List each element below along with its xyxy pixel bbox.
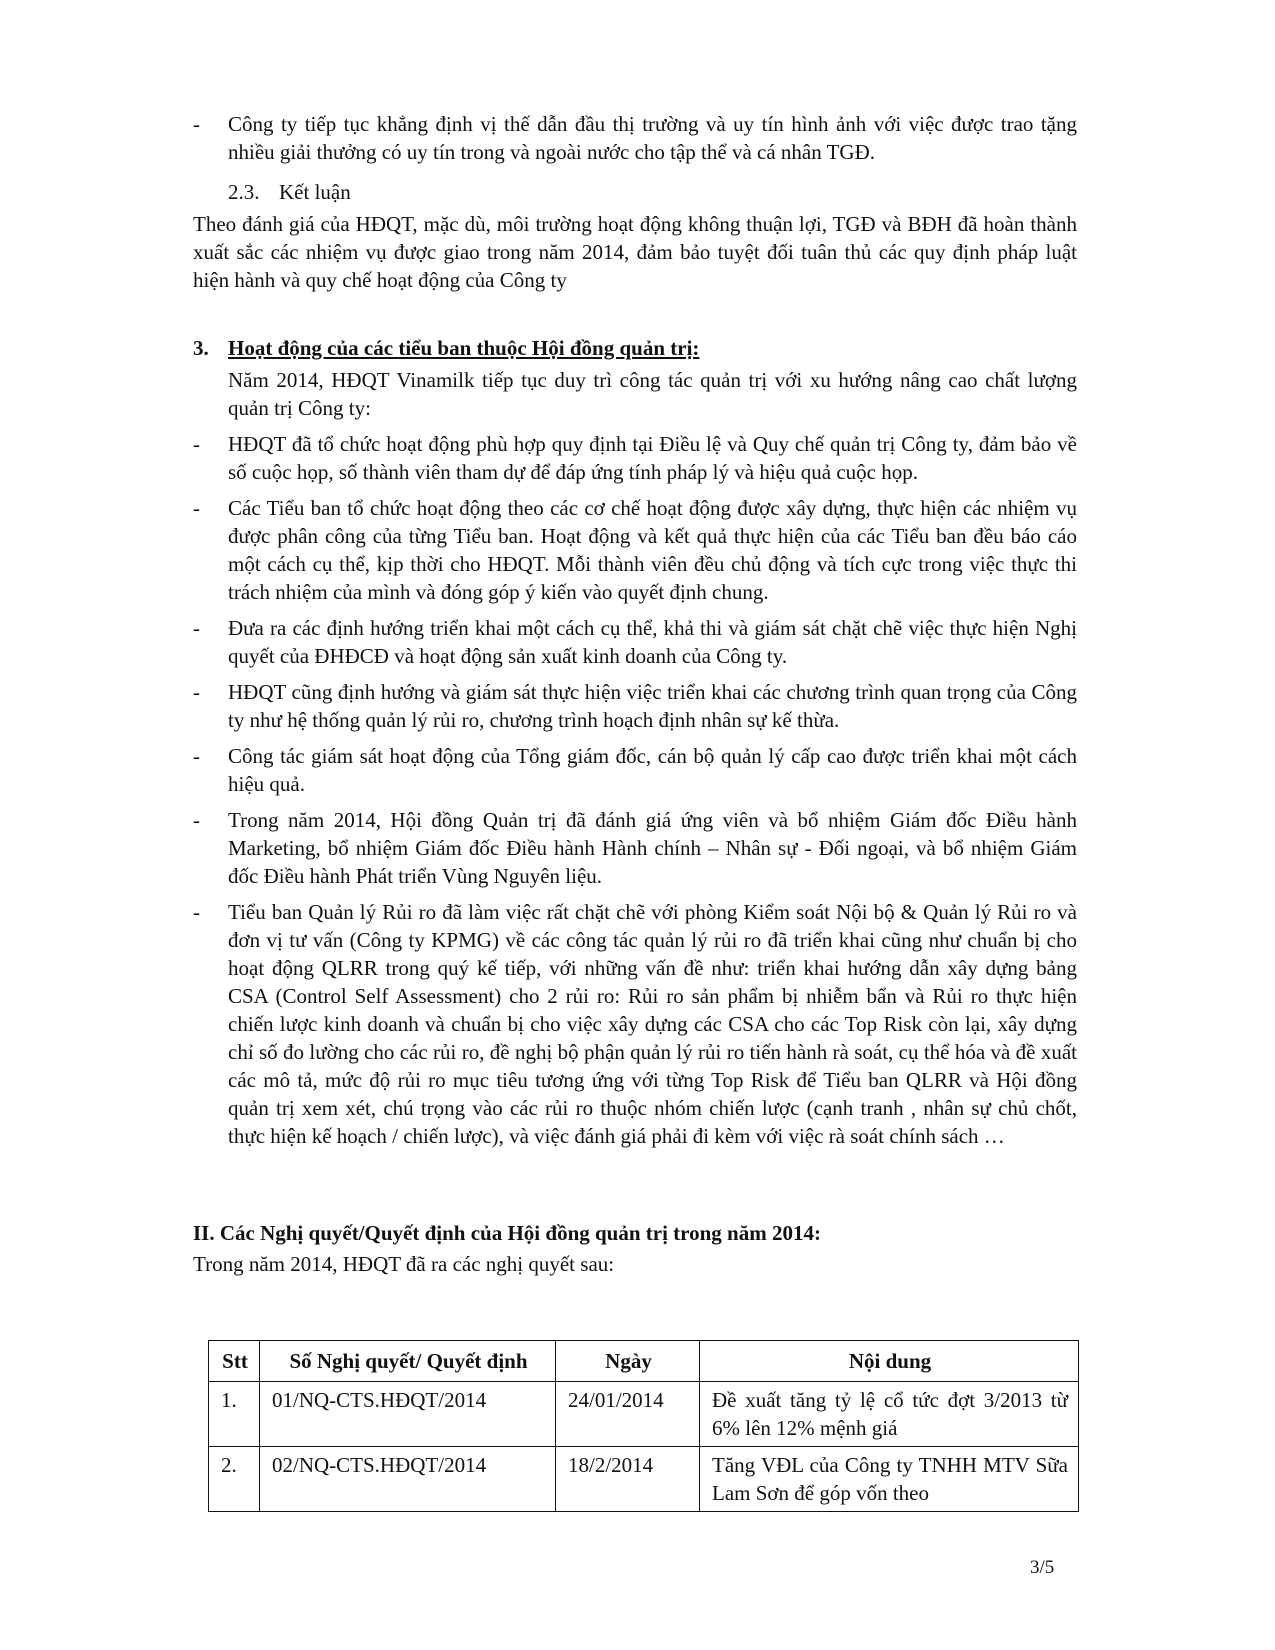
header-number: Số Nghị quyết/ Quyết định: [260, 1341, 556, 1382]
section-ii-intro: Trong năm 2014, HĐQT đã ra các nghị quyết sau:: [193, 1252, 615, 1276]
list-item: [193, 742, 1077, 798]
resolutions-table: [208, 1340, 1079, 1512]
section-ii-heading: II. Các Nghị quyết/Quyết định của Hội đồng quản trị trong năm 2014:: [193, 1221, 821, 1245]
list-item: [193, 678, 1077, 734]
bullet-dash: -: [193, 900, 200, 924]
cell-number: 02/NQ-CTS.HĐQT/2014: [260, 1447, 556, 1512]
table-row: [209, 1382, 1079, 1447]
cell-date: 24/01/2014: [556, 1382, 700, 1447]
section-3-title: Hoạt động của các tiểu ban thuộc Hội đồng quản trị:: [228, 336, 700, 360]
list-item: [193, 898, 1077, 1150]
bullet-text: Đưa ra các định hướng triển khai một cách cụ thể, khả thi và giám sát chặt chẽ việc thực hiện Nghị quyết của ĐHĐCĐ và hoạt động sản xuất kinh doanh của Công ty.: [228, 616, 1077, 668]
page-number: 3/5: [1030, 1557, 1055, 1578]
bullet-dash: -: [193, 616, 200, 640]
bullet-dash: -: [193, 112, 200, 136]
bullet-text: HĐQT cũng định hướng và giám sát thực hiện việc triển khai các chương trình quan trọng của Công ty như hệ thống quản lý rủi ro, chương trình hoạch định nhân sự kế thừa.: [228, 680, 1077, 732]
bullet-dash: -: [193, 496, 200, 520]
list-item: [193, 430, 1077, 486]
list-item: [193, 806, 1077, 890]
bullet-text: Công ty tiếp tục khẳng định vị thế dẫn đầu thị trường và uy tín hình ảnh với việc được trao tặng nhiều giải thưởng có uy tín trong và ngoài nước cho tập thể và cá nhân TGĐ.: [228, 112, 1077, 164]
bullet-dash: -: [193, 744, 200, 768]
bullet-text: Trong năm 2014, Hội đồng Quản trị đã đánh giá ứng viên và bổ nhiệm Giám đốc Điều hành Marketing, bổ nhiệm Giám đốc Điều hành Hành chính – Nhân sự - Đối ngoại, và bổ nhiệm Giám đốc Điều hành Phát triển Vùng Nguyên liệu.: [228, 808, 1077, 888]
subsection-title: Kết luận: [279, 180, 351, 204]
header-stt: Stt: [209, 1341, 260, 1382]
bullet-dash: -: [193, 808, 200, 832]
list-item: [193, 614, 1077, 670]
cell-content: Đề xuất tăng tỷ lệ cổ tức đợt 3/2013 từ 6% lên 12% mệnh giá: [700, 1382, 1079, 1447]
bullet-text: Các Tiểu ban tổ chức hoạt động theo các cơ chế hoạt động được xây dựng, thực hiện các nhiệm vụ được phân công của từng Tiểu ban. Hoạt động và kết quả thực hiện của các Tiểu ban đều báo cáo một cách cụ thể, kịp thời cho HĐQT. Mỗi thành viên đều chủ động và tích cực trong việc thực thi trách nhiệm của mình và đóng góp ý kiến vào quyết định chung.: [228, 496, 1077, 604]
conclusion-paragraph: Theo đánh giá của HĐQT, mặc dù, môi trường hoạt động không thuận lợi, TGĐ và BĐH đã hoàn thành xuất sắc các nhiệm vụ được giao trong năm 2014, đảm bảo tuyệt đối tuân thủ các quy định pháp luật hiện hành và quy chế hoạt động của Công ty: [193, 212, 1077, 292]
subsection-heading: [228, 178, 351, 206]
header-content: Nội dung: [700, 1341, 1079, 1382]
bullet-dash: -: [193, 432, 200, 456]
list-item: [193, 494, 1077, 606]
section-3-heading: [193, 334, 699, 362]
section-3-intro: Năm 2014, HĐQT Vinamilk tiếp tục duy trì công tác quản trị với xu hướng nâng cao chất lượng quản trị Công ty:: [228, 368, 1077, 420]
intro-bullet: [193, 110, 1077, 166]
cell-stt: 2.: [209, 1447, 260, 1512]
cell-stt: 1.: [209, 1382, 260, 1447]
header-date: Ngày: [556, 1341, 700, 1382]
table-row: [209, 1447, 1079, 1512]
cell-content: Tăng VĐL của Công ty TNHH MTV Sữa Lam Sơn để góp vốn theo: [700, 1447, 1079, 1512]
table-header-row: [209, 1341, 1079, 1382]
bullet-text: Tiểu ban Quản lý Rủi ro đã làm việc rất chặt chẽ với phòng Kiểm soát Nội bộ & Quản lý Rủi ro và đơn vị tư vấn (Công ty KPMG) về các công tác quản lý rủi ro đã triển khai cũng như chuẩn bị cho hoạt động QLRR trong quý kế tiếp, với những vấn đề như: triển khai hướng dẫn xây dựng bảng CSA (Control Self Assessment) cho 2 rủi ro: Rủi ro sản phẩm bị nhiễm bẩn và Rủi ro thực hiện chiến lược kinh doanh và chuẩn bị cho việc xây dựng các CSA cho các Top Risk còn lại, xây dựng chỉ số đo lường cho các rủi ro, đề nghị bộ phận quản lý rủi ro tiến hành rà soát, cụ thể hóa và đề xuất các mô tả, mức độ rủi ro mục tiêu tương ứng với từng Top Risk để Tiểu ban QLRR và Hội đồng quản trị xem xét, chú trọng vào các rủi ro thuộc nhóm chiến lược (cạnh tranh , nhân sự chủ chốt, thực hiện kế hoạch / chiến lược), và việc đánh giá phải đi kèm với việc rà soát chính sách …: [228, 900, 1077, 1148]
subsection-number: 2.3.: [228, 180, 260, 204]
section-3-number: 3.: [193, 336, 209, 360]
bullet-text: Công tác giám sát hoạt động của Tổng giám đốc, cán bộ quản lý cấp cao được triển khai một cách hiệu quả.: [228, 744, 1077, 796]
cell-date: 18/2/2014: [556, 1447, 700, 1512]
bullet-dash: -: [193, 680, 200, 704]
cell-number: 01/NQ-CTS.HĐQT/2014: [260, 1382, 556, 1447]
bullet-text: HĐQT đã tổ chức hoạt động phù hợp quy định tại Điều lệ và Quy chế quản trị Công ty, đảm bảo về số cuộc họp, số thành viên tham dự để đáp ứng tính pháp lý và hiệu quả cuộc họp.: [228, 432, 1077, 484]
